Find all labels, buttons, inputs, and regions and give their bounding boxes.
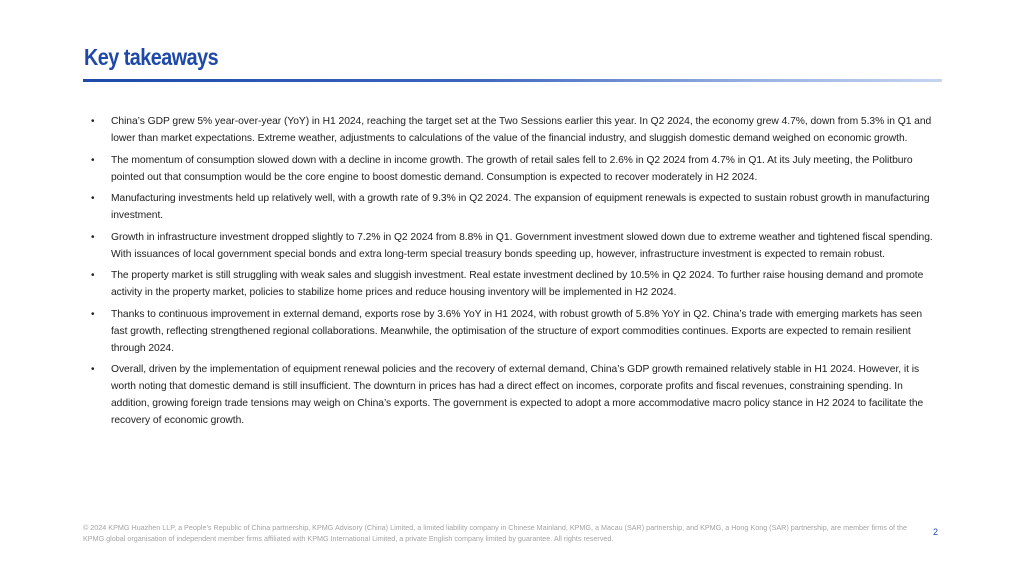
- bullet-icon: •: [91, 364, 95, 375]
- bullet-icon: •: [91, 154, 95, 166]
- bullet-text: Thanks to continuous improvement in external demand, exports rose by 3.6% YoY in H1 2024, with robust growth of 5.8% YoY in Q2. China’s trade with emerging markets has seen fast growth, reflecting strengthened regional collaborations. Meanwhile, the optimisation of the structure of export commodities continues. Exports are expected to remain resilient through 2024.: [111, 308, 923, 354]
- takeaway-exports: [91, 306, 937, 357]
- bullet-icon: •: [91, 193, 95, 204]
- bullet-text: Manufacturing investments held up relatively well, with a growth rate of 9.3% in Q2 2024. The expansion of equipment renewals is expected to sustain robust growth in manufacturing investment.: [111, 193, 930, 221]
- page-number: 2: [933, 527, 939, 537]
- bullet-icon: •: [91, 116, 95, 127]
- takeaway-overall: [91, 361, 937, 429]
- takeaway-manufacturing: [91, 190, 937, 224]
- bullet-icon: •: [91, 308, 95, 320]
- takeaway-gdp: [91, 113, 937, 147]
- bullet-text: The momentum of consumption slowed down with a decline in income growth. The growth of retail sales fell to 2.6% in Q2 2024 from 4.7% in Q1. At its July meeting, the Politburo pointed out that consumption would be the core engine to boost domestic demand. Consumption is expected to recover moderately in H2 2024.: [111, 154, 913, 183]
- copyright-footer: © 2024 KPMG Huazhen LLP, a People’s Republic of China partnership, KPMG Advisory (China) Limited, a limited liability company in Chinese Mainland, KPMG, a Macau (SAR) partnership, and KPMG, a Hong Kong (SAR) partnership, are member firms of the KPMG global organisation of independent member firms affiliated with KPMG International Limited, a private English company limited by guarantee. All rights reserved.: [83, 523, 907, 543]
- bullet-text: China’s GDP grew 5% year-over-year (YoY) in H1 2024, reaching the target set at the Two Sessions earlier this year. In Q2 2024, the economy grew 4.7%, down from 5.3% in Q1 and lower than market expectations. Extreme weather, adjustments to calculations of the value of the financial industry, and sluggish domestic demand weighed on economic growth.: [111, 116, 932, 144]
- takeaway-consumption: [91, 152, 937, 186]
- slide-title: Key takeaways: [84, 44, 219, 70]
- bullet-icon: •: [91, 270, 95, 281]
- bullet-text: Growth in infrastructure investment dropped slightly to 7.2% in Q2 2024 from 8.8% in Q1. Government investment slowed down due to extreme weather and tightened fiscal spending. With issuances of local government special bonds and extra long-term special treasury bonds speeding up, however, infrastructure investment is expected to remain robust.: [111, 231, 933, 260]
- takeaways-list: [91, 113, 937, 434]
- takeaway-infrastructure: [91, 229, 937, 263]
- bullet-text: The property market is still struggling with weak sales and sluggish investment. Real estate investment declined by 10.5% in Q2 2024. To further raise housing demand and promote activity in the property market, policies to stabilize home prices and reduce housing inventory will be implemented in H2 2024.: [111, 270, 924, 298]
- takeaway-property: [91, 267, 937, 301]
- bullet-icon: •: [91, 231, 95, 243]
- title-underline-divider: [83, 79, 942, 82]
- bullet-text: Overall, driven by the implementation of equipment renewal policies and the recovery of external demand, China’s GDP growth remained relatively stable in H1 2024. However, it is worth noting that domestic demand is still insufficient. The downturn in prices has had a direct effect on incomes, corporate profits and fiscal revenues, constraining spending. In addition, growing foreign trade tensions may weigh on China’s exports. The government is expected to adopt a more accommodative macro policy stance in H2 2024 to facilitate the recovery of economic growth.: [111, 364, 924, 426]
